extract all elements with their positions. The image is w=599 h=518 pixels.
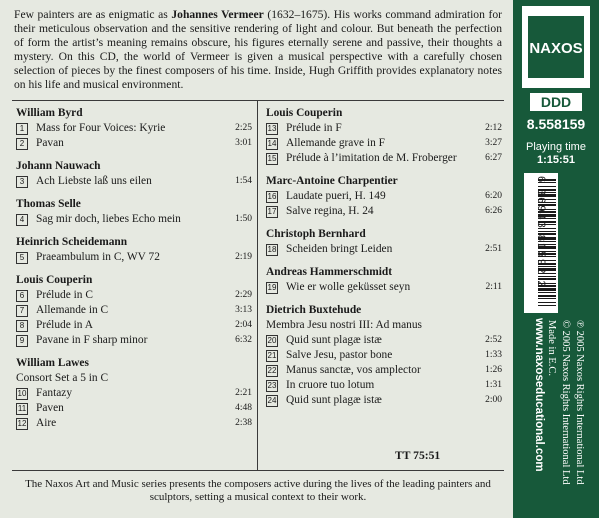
track-title: Scheiden bringt Leiden xyxy=(286,243,393,255)
track-title: Pavane in F sharp minor xyxy=(36,334,148,346)
composer-name: Johann Nauwach xyxy=(16,160,101,172)
playing-time-label: Playing time xyxy=(526,141,586,153)
track-duration: 2:38 xyxy=(235,418,252,428)
track-duration: 3:13 xyxy=(235,305,252,315)
track-duration: 2:51 xyxy=(485,244,502,254)
track-number: 17 xyxy=(267,207,277,216)
composer-name: Andreas Hammerschmidt xyxy=(266,266,393,278)
track-duration: 2:00 xyxy=(485,395,502,405)
track-number: 19 xyxy=(267,283,277,292)
track-number: 4 xyxy=(16,214,28,226)
intro-before: Few painters are as enigmatic as xyxy=(14,8,172,21)
track-title: Quid sunt plagæ istæ xyxy=(286,394,382,406)
tracklist-left-column xyxy=(16,106,252,431)
track-number: 15 xyxy=(267,154,277,163)
track-number: 18 xyxy=(267,245,277,254)
group-spacer xyxy=(266,166,502,174)
track-title: Prélude in C xyxy=(36,289,93,301)
track-duration: 1:50 xyxy=(235,214,252,224)
composer-name: Dietrich Buxtehude xyxy=(266,304,362,316)
track-duration: 2:19 xyxy=(235,252,252,262)
track-number: 24 xyxy=(267,396,277,405)
track-title: Aire xyxy=(36,417,57,429)
track-number: 23 xyxy=(267,381,277,390)
track-duration: 6:27 xyxy=(485,153,502,163)
track-number: 13 xyxy=(267,124,277,133)
ddd-badge: DDD xyxy=(530,93,582,111)
track-row xyxy=(266,242,502,257)
track-row xyxy=(266,333,502,348)
track-duration: 1:33 xyxy=(485,350,502,360)
track-row xyxy=(266,136,502,151)
track-title: Wie er wolle geküsset seyn xyxy=(286,281,411,293)
composer-name: William Byrd xyxy=(16,107,83,119)
playing-time-value: 1:15:51 xyxy=(537,154,575,166)
track-duration: 2:12 xyxy=(485,123,502,133)
group-spacer xyxy=(266,219,502,227)
track-duration: 2:21 xyxy=(235,388,252,398)
total-time: TT 75:51 xyxy=(395,449,441,462)
track-row xyxy=(266,204,502,219)
naxos-logo xyxy=(522,6,590,88)
track-row xyxy=(266,121,502,136)
track-number: 16 xyxy=(267,192,277,201)
catalog-number: 8.558159 xyxy=(526,116,586,132)
work-title: Membra Jesu nostri III: Ad manus xyxy=(266,319,422,331)
track-number: 12 xyxy=(17,419,27,428)
track-duration: 6:26 xyxy=(485,206,502,216)
composer-name: Heinrich Scheidemann xyxy=(16,236,128,248)
track-row xyxy=(16,212,252,227)
logo-text: NAXOS xyxy=(529,40,583,57)
group-spacer xyxy=(16,348,252,356)
track-duration: 2:11 xyxy=(485,282,502,292)
track-row xyxy=(266,151,502,166)
track-row xyxy=(16,250,252,265)
intro-after: (1632–1675). His works command admiration for their meticulous observation and the sensitive rendering of light and colour. But beneath the perfection of form the artist’s meaning remains obscure, his figures eternally serene and passive, their thoughts a mystery. On this CD, the world of Vermeer is given a musical perspective with a carefully chosen selection of pieces by the finest composers of his time. Inside, Hugh Griffith provides explanatory notes on his life and musical environment. xyxy=(14,8,502,91)
track-title: Salve Jesu, pastor bone xyxy=(286,349,393,361)
track-row xyxy=(266,393,502,408)
track-title: Pavan xyxy=(36,137,64,149)
track-title: Prélude in F xyxy=(286,122,342,134)
bottom-divider xyxy=(12,470,504,471)
website-link[interactable]: www.naxoseducational.com xyxy=(533,318,545,472)
track-row xyxy=(16,333,252,348)
track-number: 6 xyxy=(16,290,28,302)
track-row xyxy=(16,303,252,318)
track-title: Quid sunt plagæ istæ xyxy=(286,334,382,346)
track-number: 7 xyxy=(16,305,28,317)
intro-painter-name: Johannes Vermeer xyxy=(171,8,264,21)
track-duration: 4:48 xyxy=(235,403,252,413)
track-title: Mass for Four Voices: Kyrie xyxy=(36,122,166,134)
column-divider xyxy=(257,100,258,470)
track-row xyxy=(266,378,502,393)
track-title: Ach Liebste laß uns eilen xyxy=(36,175,152,187)
composer-name: Marc-Antoine Charpentier xyxy=(266,175,398,187)
track-number: 2 xyxy=(16,138,28,150)
track-duration: 1:26 xyxy=(485,365,502,375)
track-title: Laudate pueri, H. 149 xyxy=(286,190,386,202)
track-duration: 2:29 xyxy=(235,290,252,300)
track-number: 22 xyxy=(267,366,277,375)
track-row xyxy=(16,401,252,416)
track-duration: 6:32 xyxy=(235,335,252,345)
track-row xyxy=(16,416,252,431)
track-number: 5 xyxy=(16,252,28,264)
composer-name: William Lawes xyxy=(16,357,89,369)
logo-emblem xyxy=(528,16,584,78)
track-duration: 1:31 xyxy=(485,380,502,390)
playing-time xyxy=(514,141,598,167)
copyright-notice: © 2005 Naxos Rights International Ltd xyxy=(560,320,571,485)
track-title: In cruore tuo lotum xyxy=(286,379,375,391)
track-title: Allemande grave in F xyxy=(286,137,386,149)
barcode-digits-wrap xyxy=(533,176,547,300)
track-number: 11 xyxy=(17,404,27,413)
track-row xyxy=(16,136,252,151)
track-title: Manus sanctæ, vos amplector xyxy=(286,364,421,376)
track-title: Sag mir doch, liebes Echo mein xyxy=(36,213,181,225)
group-spacer xyxy=(16,189,252,197)
track-duration: 6:20 xyxy=(485,191,502,201)
track-title: Prélude à l’imitation de M. Froberger xyxy=(286,152,457,164)
track-number: 20 xyxy=(267,336,277,345)
track-number: 9 xyxy=(16,335,28,347)
track-duration: 2:52 xyxy=(485,335,502,345)
track-duration: 2:04 xyxy=(235,320,252,330)
track-row xyxy=(16,386,252,401)
track-title: Prélude in A xyxy=(36,319,93,331)
track-duration: 3:27 xyxy=(485,138,502,148)
composer-name: Thomas Selle xyxy=(16,198,81,210)
footer-text: The Naxos Art and Music series presents the composers active during the lives of the leading painters and sculptors, setting a musical context to their work. xyxy=(25,478,491,503)
track-row xyxy=(16,288,252,303)
group-spacer xyxy=(16,227,252,235)
track-row xyxy=(16,121,252,136)
track-number: 21 xyxy=(267,351,277,360)
track-row xyxy=(266,189,502,204)
track-number: 3 xyxy=(16,176,28,188)
track-title: Praeambulum in C, WV 72 xyxy=(36,251,160,263)
group-spacer xyxy=(16,265,252,273)
track-duration: 3:01 xyxy=(235,138,252,148)
track-duration: 1:54 xyxy=(235,176,252,186)
made-in-label: Made in E.C. xyxy=(546,320,557,376)
group-spacer xyxy=(16,151,252,159)
track-row xyxy=(266,363,502,378)
copyright-phonogram: ℗ 2005 Naxos Rights International Ltd xyxy=(574,320,585,485)
composer-name: Louis Couperin xyxy=(16,274,93,286)
track-duration: 2:25 xyxy=(235,123,252,133)
track-number: 8 xyxy=(16,320,28,332)
barcode-bar xyxy=(538,302,556,303)
composer-name: Louis Couperin xyxy=(266,107,343,119)
track-number: 10 xyxy=(17,389,27,398)
intro-text xyxy=(14,8,502,92)
composer-name: Christoph Bernhard xyxy=(266,228,366,240)
track-row xyxy=(16,318,252,333)
track-number: 14 xyxy=(267,139,277,148)
track-row xyxy=(16,174,252,189)
group-spacer xyxy=(266,257,502,265)
work-title: Consort Set a 5 in C xyxy=(16,372,109,384)
group-spacer xyxy=(266,295,502,303)
tracklist-right-column xyxy=(266,106,502,408)
top-divider xyxy=(12,100,504,101)
track-title: Fantazy xyxy=(36,387,73,399)
track-row xyxy=(266,348,502,363)
track-title: Salve regina, H. 24 xyxy=(286,205,374,217)
track-row xyxy=(266,280,502,295)
barcode-bar xyxy=(538,305,556,306)
track-number: 1 xyxy=(16,123,28,135)
barcode-digits: 6 36943 81592 2 xyxy=(535,176,547,289)
track-title: Allemande in C xyxy=(36,304,109,316)
track-title: Paven xyxy=(36,402,64,414)
